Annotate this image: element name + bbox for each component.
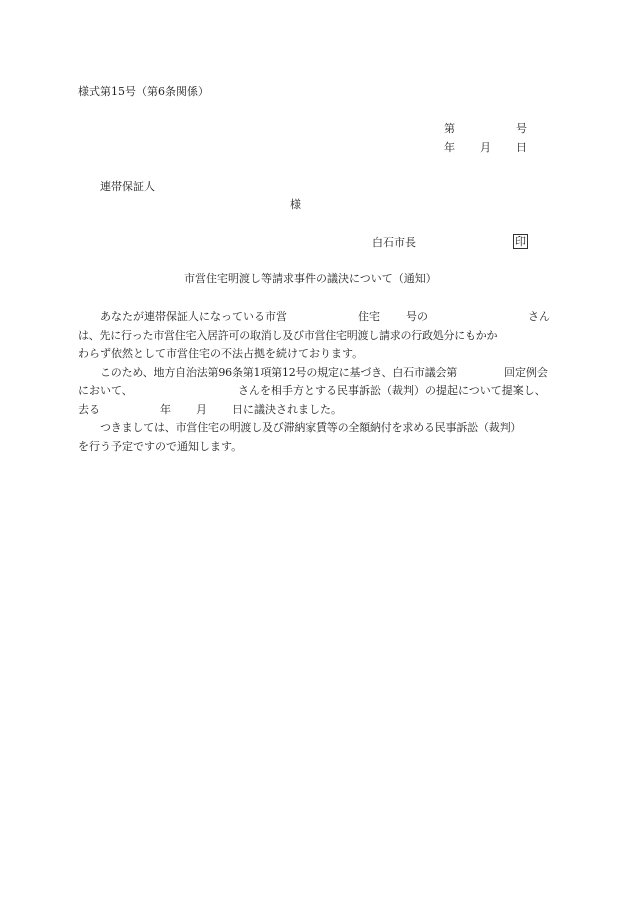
body-text-segment: つきましては、市営住宅の明渡し及び滞納家賃等の全額納付を求める民事訴訟（裁判）	[100, 421, 522, 434]
body-line	[78, 382, 552, 401]
body-text-segment: このため、地方自治法第96条第1項第12号の規定に基づき、白石市議会第	[100, 365, 458, 379]
notice-body	[78, 308, 552, 456]
body-text-segment: は、先に行った市営住宅入居許可の取消し及び市営住宅明渡し請求の行政処分にもかか	[78, 328, 498, 342]
body-line	[78, 327, 552, 346]
body-text-segment: 月	[196, 402, 207, 416]
body-line	[78, 345, 552, 364]
ref-go: 号	[516, 122, 527, 135]
sender-title: 白石市長	[372, 236, 416, 249]
body-text-segment: 回定例会	[504, 365, 548, 379]
date-day-label: 日	[516, 141, 527, 154]
date-month-label: 月	[480, 141, 491, 154]
body-text-segment: 号の	[406, 310, 428, 323]
seal-mark	[513, 234, 528, 249]
form-number: 様式第15号（第6条関係）	[78, 85, 209, 98]
addressee-role: 連帯保証人	[100, 180, 155, 193]
ref-dai: 第	[444, 122, 455, 135]
body-line	[78, 419, 552, 438]
body-text-segment: あなたが連帯保証人になっている市営	[100, 310, 287, 323]
body-text-segment: わらず依然として市営住宅の不法占拠を続けております。	[78, 347, 364, 360]
body-text-segment: さん	[528, 310, 550, 323]
body-text-segment: 去る	[78, 402, 100, 416]
body-text-segment: 住宅	[358, 310, 380, 323]
date-year-label: 年	[444, 141, 455, 154]
body-text-segment: において、	[78, 384, 133, 397]
body-text-segment: 日に議決されました。	[232, 402, 342, 416]
subject-title: 市営住宅明渡し等請求事件の議決について（通知）	[184, 272, 437, 285]
body-line	[78, 401, 552, 420]
body-line	[78, 364, 552, 383]
seal-label: 印	[515, 235, 526, 248]
body-text-segment: を行う予定ですので通知します。	[78, 439, 243, 453]
body-text-segment: さんを相手方とする民事訴訟（裁判）の提起について提案し、	[238, 384, 546, 397]
body-line	[78, 308, 552, 327]
addressee-sama: 様	[290, 198, 301, 211]
body-line	[78, 438, 552, 457]
body-text-segment: 年	[160, 402, 171, 416]
